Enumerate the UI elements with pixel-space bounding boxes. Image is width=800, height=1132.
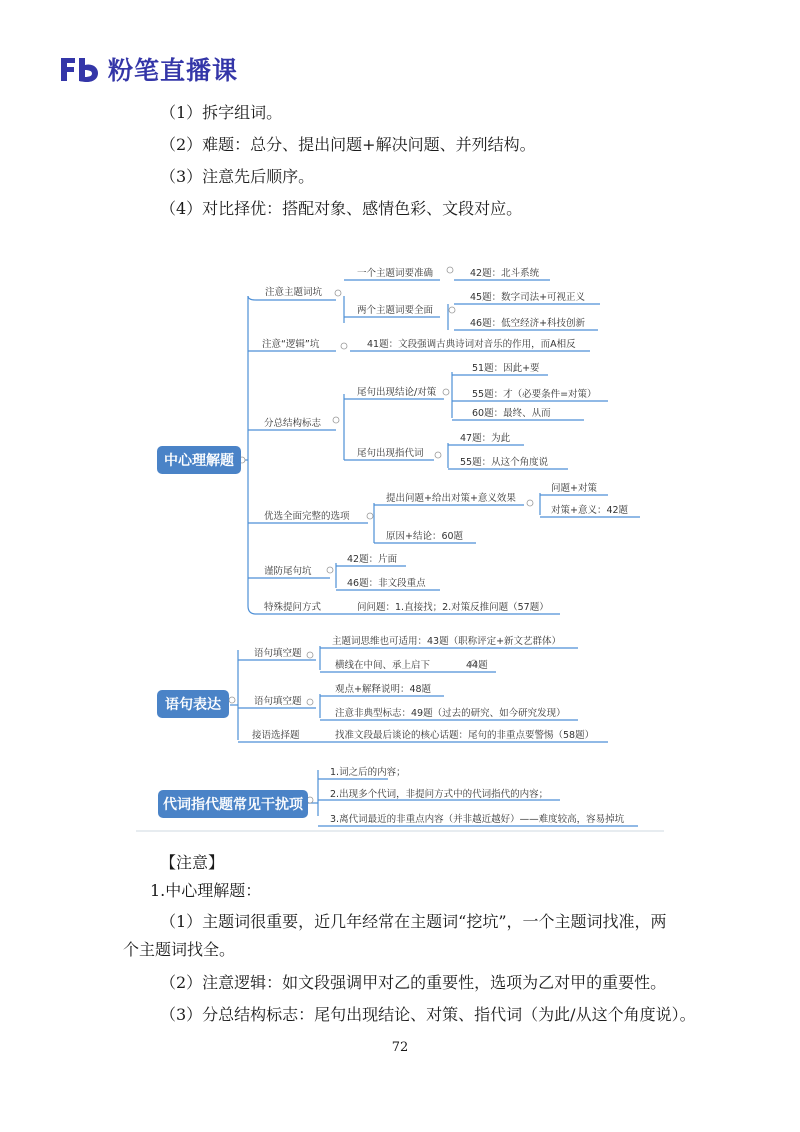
leaf-b2-1: 41题：文段强调古典诗词对音乐的作用，而A相反 (367, 339, 576, 350)
leaf-b1-c1-1: 42题：北斗系统 (470, 268, 540, 279)
root-label-1: 中心理解题 (164, 453, 234, 469)
r2-leaf-1-2: 横线在中间、承上启下 (335, 660, 431, 671)
branch-4: 优选全面完整的选项 (264, 511, 350, 522)
branch-5: 谨防尾句坑 (264, 566, 312, 577)
top-item-3: （3）注意先后顺序。 (160, 167, 315, 186)
r2-leaf-1-1: 主题词思维也可适用：43题（职称评定+新文艺群体） (332, 636, 562, 647)
node-b3-c1: 尾句出现结论/对策 (357, 387, 437, 398)
r2-branch-3: 接语选择题 (252, 730, 300, 741)
leaf-b6-1: 问问题：1.直接找；2.对策反推问题（57题） (357, 602, 549, 613)
root-label-3: 代词指代题常见干扰项 (163, 797, 303, 813)
top-item-1: （1）拆字组词。 (160, 103, 283, 122)
branch-6: 特殊提问方式 (264, 602, 322, 613)
node-b3-c2: 尾句出现指代词 (357, 448, 424, 459)
leaf-b4-c1-1: 问题+对策 (551, 483, 597, 494)
branch-3: 分总结构标志 (264, 418, 322, 429)
notes-heading: 【注意】 (160, 853, 225, 872)
note-4: （3）分总结构标志：尾句出现结论、对策、指代词（为此/从这个角度说）。 (160, 1005, 696, 1024)
leaf-b5-1: 42题：片面 (347, 554, 398, 565)
r3-leaf-1: 1.词之后的内容； (330, 767, 406, 778)
leaf-b3-c1-1: 51题：因此+要 (472, 363, 540, 374)
r2-branch-1: 语句填空题 (254, 648, 302, 659)
leaf-b3-c1-3: 60题：最终、从而 (472, 408, 551, 419)
note-2b: 个主题词找全。 (123, 940, 236, 959)
top-item-4: （4）对比择优：搭配对象、感情色彩、文段对应。 (160, 199, 523, 218)
leaf-b4-c1-2: 对策+意义：42题 (551, 505, 629, 516)
leaf-b1-c2-2: 46题：低空经济+科技创新 (470, 318, 586, 329)
leaf-b5-2: 46题：非文段重点 (347, 578, 426, 589)
note-1: 1.中心理解题： (150, 881, 262, 900)
leaf-b3-c2-1: 47题：为此 (460, 433, 511, 444)
note-3: （2）注意逻辑：如文段强调甲对乙的重要性，选项为乙对甲的重要性。 (160, 973, 667, 992)
node-b4-c1: 提出问题+给出对策+意义效果 (386, 493, 516, 504)
brand-name: 粉笔直播课 (108, 56, 239, 85)
branch-1: 注意主题词坑 (265, 287, 323, 298)
branch-2: 注意“逻辑”坑 (262, 339, 320, 350)
leaf-b3-c1-2: 55题：才（必要条件=对策） (472, 389, 597, 400)
r2-leaf-2-1: 观点+解释说明：48题 (335, 684, 432, 695)
r2-leaf-1-2b: 44题 (466, 660, 488, 671)
r3-leaf-2: 2.出现多个代词，非提问方式中的代词指代的内容； (330, 789, 549, 800)
root-label-2: 语句表达 (165, 697, 221, 713)
r2-leaf-3-1: 找准文段最后谈论的核心话题：尾句的非重点要警惕（58题） (335, 730, 595, 741)
node-b1-c1: 一个主题词要准确 (357, 268, 434, 279)
node-b4-c2: 原因+结论：60题 (386, 531, 464, 542)
r3-leaf-3: 3.离代词最近的非重点内容（并非越近越好）——难度较高，容易掉坑 (330, 814, 625, 825)
leaf-b1-c2-1: 45题：数字司法+可视正义 (470, 292, 586, 303)
r2-branch-2: 语句填空题 (254, 696, 302, 707)
page-number: 72 (391, 1040, 409, 1055)
r2-leaf-2-2: 注意非典型标志：49题（过去的研究、如今研究发现） (335, 708, 566, 719)
top-item-2: （2）难题：总分、提出问题+解决问题、并列结构。 (160, 135, 536, 154)
note-2a: （1）主题词很重要，近几年经常在主题词“挖坑”，一个主题词找准，两 (160, 912, 667, 931)
leaf-b3-c2-2: 55题：从这个角度说 (460, 457, 549, 468)
node-b1-c2: 两个主题词要全面 (357, 305, 434, 316)
